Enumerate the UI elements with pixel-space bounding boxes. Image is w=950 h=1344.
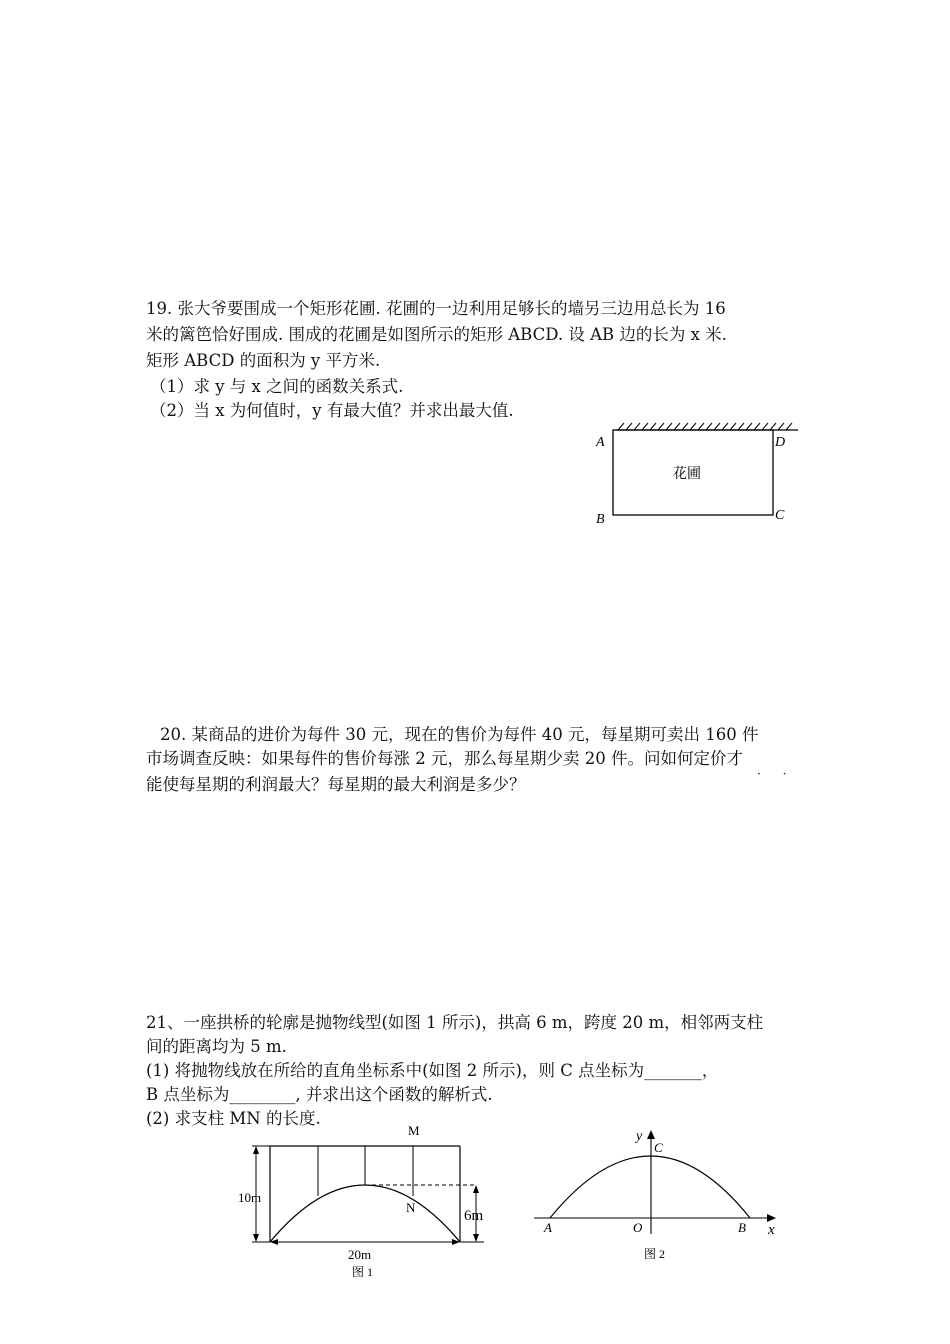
fig1-arch-height-label: 6m <box>464 1208 484 1224</box>
fig2-label-a: A <box>544 1220 552 1235</box>
q19-subquestion-1: （1）求 y 与 x 之间的函数关系式. <box>150 377 404 396</box>
q20-line-2-text: 市场调查反映：如果每件的售价每涨 2 元，那么每星期少卖 20 件。问如何 <box>146 749 694 768</box>
q19-garden-figure <box>588 420 808 532</box>
fig2-label-y: y <box>636 1129 643 1144</box>
q20-line-1: 20. 某商品的进价为每件 30 元，现在的售价为每件 40 元，每星期可卖出 160 件 <box>160 725 759 744</box>
q19-label-d: D <box>775 435 786 450</box>
q19-label-b: B <box>596 512 605 527</box>
emphasis-dots: · · <box>757 767 796 781</box>
q20-line-3: 能使每星期的利润最大？每星期的最大利润是多少？ <box>146 775 526 794</box>
q21-line-3: (1) 将抛物线放在所给的直角坐标系中(如图 2 所示)，则 C 点坐标为_______， <box>146 1061 719 1080</box>
fig1-label-m: M <box>408 1123 420 1138</box>
fig2-caption: 图 2 <box>644 1247 666 1261</box>
fig1-label-n: N <box>406 1200 416 1215</box>
q19-line-1: 19. 张大爷要围成一个矩形花圃. 花圃的一边利用足够长的墙另三边用总长为 16 <box>146 299 726 318</box>
fig2-label-b: B <box>738 1220 746 1235</box>
fig2-label-x: x <box>768 1222 775 1238</box>
fig2-label-o: O <box>633 1220 643 1235</box>
q19-line-2: 米的篱笆恰好围成. 围成的花圃是如图所示的矩形 ABCD. 设 AB 边的长为 x 米. <box>146 325 727 344</box>
fig1-height-label: 10m <box>238 1190 262 1205</box>
q21-line-2: 间的距离均为 5 m. <box>146 1037 287 1056</box>
q21-line-1: 21、一座拱桥的轮廓是抛物线型(如图 1 所示)，拱高 6 m，跨度 20 m，相邻两支柱 <box>146 1013 764 1032</box>
q20-line-2-end: 才 <box>726 749 743 768</box>
q21-figure-2 <box>530 1122 790 1272</box>
q21-line-5: (2) 求支柱 MN 的长度. <box>146 1109 321 1128</box>
q21-figure-1 <box>228 1118 498 1278</box>
q19-label-a: A <box>596 435 605 450</box>
q21-line-4: B 点坐标为________, 并求出这个函数的解析式. <box>146 1085 493 1104</box>
q20-emphasis-text: 定价 <box>693 749 727 768</box>
q19-garden-label: 花圃 <box>673 467 701 482</box>
fig1-caption: 图 1 <box>352 1265 374 1278</box>
fig1-span-label: 20m <box>348 1247 372 1262</box>
q20-line-2 <box>146 748 743 770</box>
q19-line-3: 矩形 ABCD 的面积为 y 平方米. <box>146 351 381 370</box>
fig2-label-c: C <box>654 1140 663 1155</box>
q19-subquestion-2: （2）当 x 为何值时，y 有最大值？并求出最大值. <box>150 401 514 420</box>
q19-label-c: C <box>775 508 785 523</box>
